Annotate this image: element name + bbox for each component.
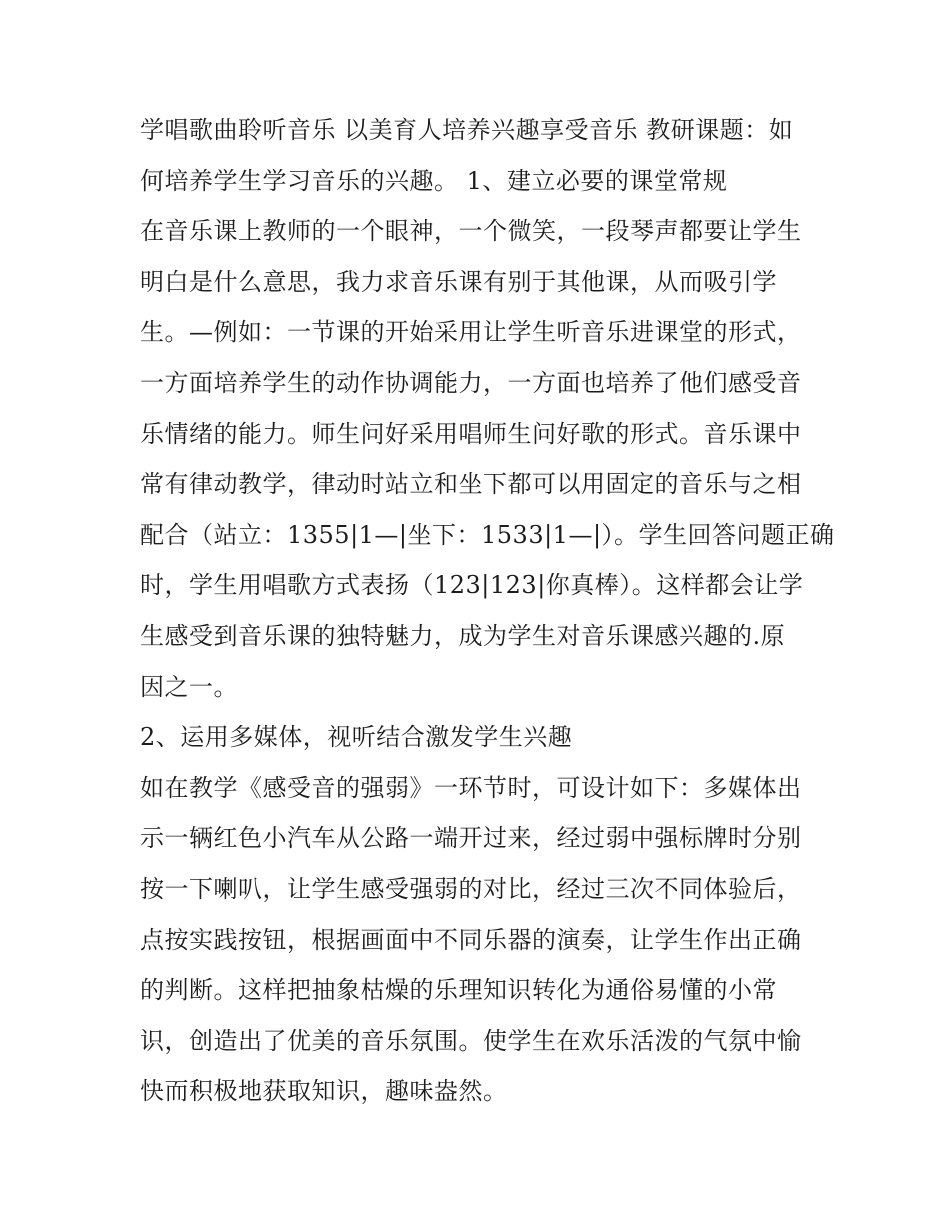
text-line-16: 按一下喇叭，让学生感受强弱的对比，经过三次不同体验后， <box>140 874 802 903</box>
text-line-9: 配合（站立：1355|1—|坐下：1533|1—|）。学生回答问题正确 <box>140 520 835 549</box>
text-line-17: 点按实践按钮，根据画面中不同乐器的演奏，让学生作出正确 <box>140 925 802 954</box>
text-line-5: 生。—例如：一节课的开始采用让学生听音乐进课堂的形式， <box>140 318 802 347</box>
section-heading-2: 2、运用多媒体，视听结合激发学生兴趣 <box>140 723 573 752</box>
body-text <box>140 105 835 1117</box>
text-line-15: 示一辆红色小汽车从公路一端开过来，经过弱中强标牌时分别 <box>140 824 802 853</box>
text-line-3: 在音乐课上教师的一个眼神，一个微笑，一段琴声都要让学生 <box>140 217 802 246</box>
text-line-20: 快而积极地获取知识，趣味盎然。 <box>140 1077 508 1106</box>
text-line-19: 识，创造出了优美的音乐氛围。使学生在欢乐活泼的气氛中愉 <box>140 1026 802 1055</box>
text-line-2: 何培养学生学习音乐的兴趣。 1、建立必要的课堂常规 <box>140 166 728 195</box>
text-line-4: 明白是什么意思，我力求音乐课有别于其他课，从而吸引学 <box>140 267 777 296</box>
text-line-18: 的判断。这样把抽象枯燥的乐理知识转化为通俗易懂的小常 <box>140 976 777 1005</box>
text-line-11: 生感受到音乐课的独特魅力，成为学生对音乐课感兴趣的.原 <box>140 621 786 650</box>
text-line-7: 乐情绪的能力。师生问好采用唱师生问好歌的形式。音乐课中 <box>140 419 802 448</box>
text-line-14: 如在教学《感受音的强弱》一环节时，可设计如下：多媒体出 <box>140 773 802 802</box>
text-line-10: 时，学生用唱歌方式表扬（123|123|你真棒）。这样都会让学 <box>140 571 804 600</box>
text-line-6: 一方面培养学生的动作协调能力，一方面也培养了他们感受音 <box>140 368 802 397</box>
text-line-8: 常有律动教学，律动时站立和坐下都可以用固定的音乐与之相 <box>140 470 802 499</box>
text-line-1: 学唱歌曲聆听音乐 以美育人培养兴趣享受音乐 教研课题：如 <box>140 116 794 144</box>
text-line-12: 因之一。 <box>140 672 238 701</box>
